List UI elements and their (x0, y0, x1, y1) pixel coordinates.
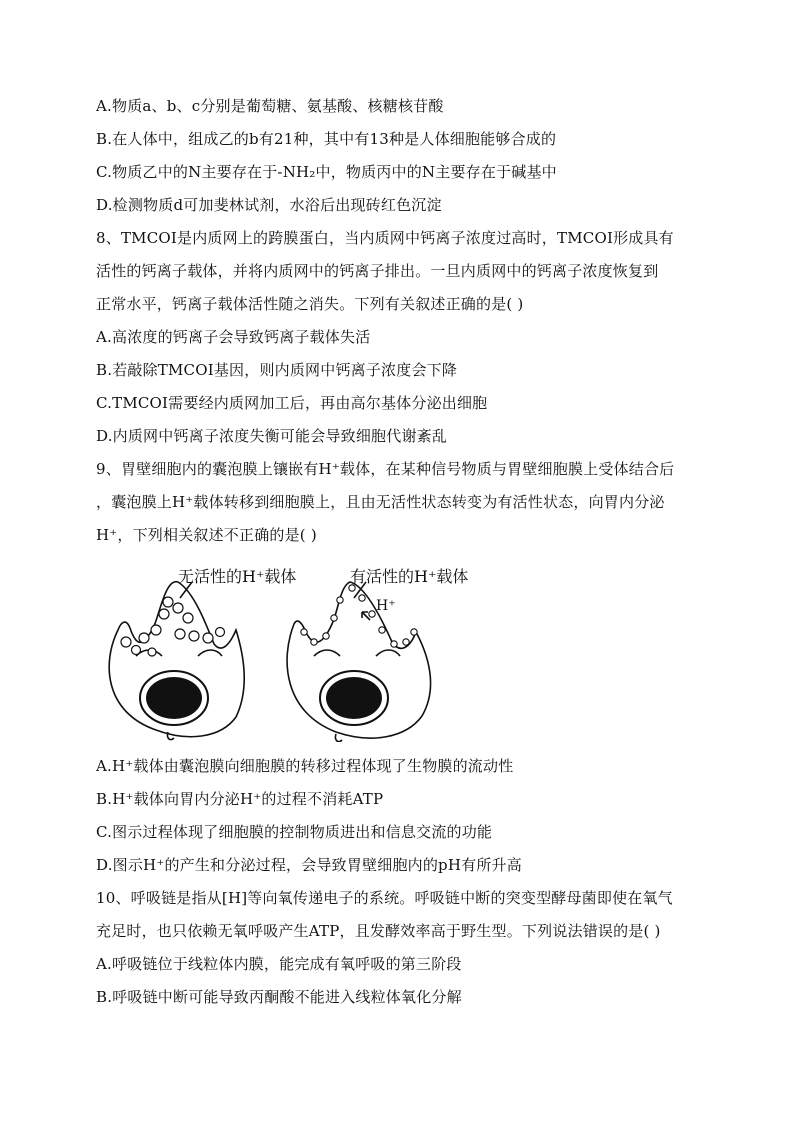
q8-option-d: D.内质网中钙离子浓度失衡可能会导致细胞代谢紊乱 (96, 427, 448, 445)
q9-stem-line-2: ，囊泡膜上H⁺载体转移到细胞膜上，且由无活性状态转变为有活性状态，向胃内分泌 (96, 493, 665, 511)
q8-option-b: B.若敲除TMCOI基因，则内质网中钙离子浓度会下降 (96, 361, 458, 379)
q9-stem-line-1: 9、胃壁细胞内的囊泡膜上镶嵌有H⁺载体，在某种信号物质与胃壁细胞膜上受体结合后 (96, 460, 675, 478)
q9-figure (96, 552, 496, 742)
active-carrier-label: 有活性的H⁺载体 (350, 567, 469, 586)
q7-option-d: D.检测物质d可加斐林试剂，水浴后出现砖红色沉淀 (96, 196, 442, 214)
q10-option-b: B.呼吸链中断可能导致丙酮酸不能进入线粒体氧化分解 (96, 988, 462, 1006)
q7-option-b: B.在人体中，组成乙的b有21种，其中有13种是人体细胞能够合成的 (96, 130, 557, 148)
q10-option-a: A.呼吸链位于线粒体内膜，能完成有氧呼吸的第三阶段 (96, 955, 462, 973)
q9-option-a: A.H⁺载体由囊泡膜向细胞膜的转移过程体现了生物膜的流动性 (96, 757, 514, 775)
nucleus-right (320, 671, 388, 725)
q8-stem-line-3: 正常水平，钙离子载体活性随之消失。下列有关叙述正确的是( ) (96, 295, 524, 313)
q8-option-c: C.TMCOI需要经内质网加工后，再由高尔基体分泌出细胞 (96, 394, 488, 412)
q10-stem-line-1: 10、呼吸链是指从[H]等向氧传递电子的系统。呼吸链中断的突变型酵母菌即使在氧气 (96, 889, 673, 907)
vesicle-group (121, 597, 225, 656)
membrane-carriers (301, 585, 417, 647)
h-ion-label: H⁺ (376, 598, 396, 614)
q10-stem-line-2: 充足时，也只依赖无氧呼吸产生ATP，且发酵效率高于野生型。下列说法错误的是( ) (96, 922, 661, 940)
q9-option-b: B.H⁺载体向胃内分泌H⁺的过程不消耗ATP (96, 790, 384, 808)
q7-option-c: C.物质乙中的N主要存在于-NH₂中，物质丙中的N主要存在于碱基中 (96, 163, 557, 181)
q8-option-a: A.高浓度的钙离子会导致钙离子载体失活 (96, 328, 371, 346)
q9-option-d: D.图示H⁺的产生和分泌过程，会导致胃壁细胞内的pH有所升高 (96, 856, 522, 874)
nucleus-left (140, 671, 208, 725)
q8-stem-line-2: 活性的钙离子载体，并将内质网中的钙离子排出。一旦内质网中的钙离子浓度恢复到 (96, 262, 659, 280)
inactive-carrier-label: 无活性的H⁺载体 (178, 567, 297, 586)
q7-option-a: A.物质a、b、c分别是葡萄糖、氨基酸、核糖核苷酸 (96, 97, 444, 115)
q8-stem-line-1: 8、TMCOI是内质网上的跨膜蛋白，当内质网中钙离子浓度过高时，TMCOI形成具有 (96, 229, 674, 247)
q9-stem-line-3: H⁺，下列相关叙述不正确的是( ) (96, 526, 317, 544)
q9-option-c: C.图示过程体现了细胞膜的控制物质进出和信息交流的功能 (96, 823, 493, 841)
